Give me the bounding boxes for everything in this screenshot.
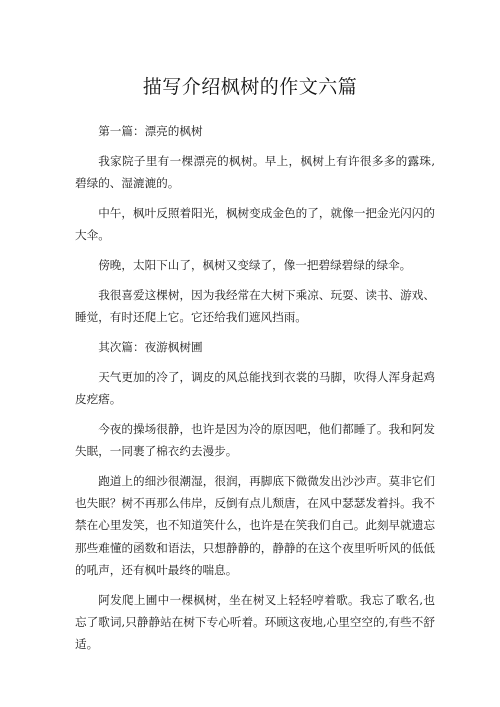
section-heading-2: 其次篇：夜游枫树圃	[98, 339, 203, 354]
document-title: 描写介绍枫树的作文六篇	[142, 76, 358, 98]
paragraph: 阿发爬上圃中一棵枫树，坐在树叉上轻轻哼着歌。我忘了歌名,也忘了歌词,只静静站在树下专心听着。环顾这夜地,心里空空的,有些不舒适。	[75, 592, 435, 652]
paragraph: 我家院子里有一棵漂亮的枫树。早上，枫树上有许很多多的露珠,碧绿的、湿漉漉的。	[75, 153, 435, 191]
paragraph: 跑道上的细沙很潮湿，很润，再脚底下微微发出沙沙声。莫非它们也失眠？树不再那么伟岸，反倒有点儿颓唐，在风中瑟瑟发着抖。我不禁在心里发笑，也不知道笑什么，也许是在笑我们自己。此刻早就遗忘那些难懂的函数和语法，只想静静的，静静的在这个夜里听听风的低低的吼声，还有枫叶最终的喘息。	[75, 473, 435, 578]
paragraph: 我很喜爱这棵树，因为我经常在大树下乘凉、玩耍、读书、游戏、睡觉，有时还爬上它。它还给我们遮风挡雨。	[75, 287, 435, 325]
section-heading-1: 第一篇：漂亮的枫树	[98, 124, 203, 138]
paragraph: 傍晚，太阳下山了，枫树又变绿了，像一把碧绿碧绿的绿伞。	[98, 257, 412, 272]
paragraph: 中午，枫叶反照着阳光，枫树变成金色的了，就像一把金光闪闪的大伞。	[75, 205, 435, 243]
paragraph: 今夜的操场很静，也许是因为冷的原因吧，他们都睡了。我和阿发失眠，一同裹了棉衣约去漫步。	[75, 421, 435, 459]
document-body	[75, 120, 435, 663]
paragraph: 天气更加的冷了，调皮的风总能找到衣裳的马脚，吹得人浑身起鸡皮疙瘩。	[75, 369, 435, 406]
